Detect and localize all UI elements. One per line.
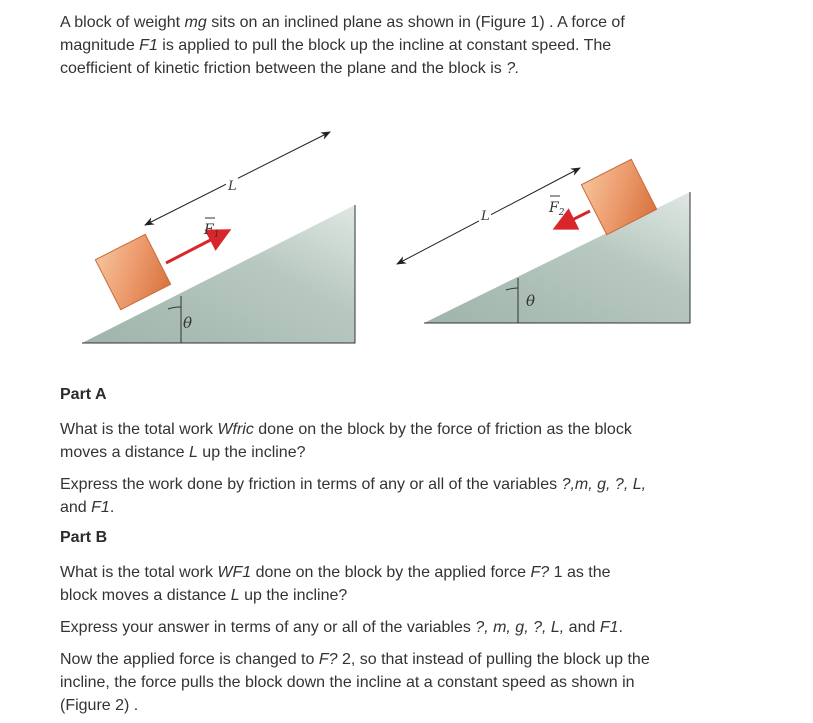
part-a-instruction-1: Express the work done by friction in terms of any or all of the variables ?,m, g, ?, L, [60,476,647,493]
part-b-note-1: Now the applied force is changed to F? 2, so that instead of pulling the block up the [60,651,650,668]
block-1 [95,234,170,309]
figure-2 [397,159,690,323]
incline-figures [0,0,813,360]
length-label-1: L [228,179,237,194]
force-label-1: $F_1$ [204,222,220,240]
part-a-question-2: moves a distance L up the incline? [60,444,306,461]
figure-1 [82,132,355,343]
intro-line-1: A block of weight mg sits on an inclined plane as shown in (Figure 1) . A force of [60,14,625,31]
part-b-question-1: What is the total work WF1 done on the block by the applied force F? 1 as the [60,564,611,581]
angle-label-2: θ [526,292,536,310]
intro-line-3: coefficient of kinetic friction between the plane and the block is ?. [60,60,520,77]
force-label-2: $F_2$ [549,200,565,218]
part-b-instruction: Express your answer in terms of any or all of the variables ?, m, g, ?, L, and F1. [60,619,623,636]
intro-line-2: magnitude F1 is applied to pull the block up the incline at constant speed. The [60,37,612,54]
angle-label-1: θ [183,314,193,332]
part-b-heading: Part B [60,529,108,546]
part-a-instruction-2: and F1. [60,499,115,516]
part-a-question-1: What is the total work Wfric done on the block by the force of friction as the block [60,421,632,438]
part-a-heading: Part A [60,386,107,403]
part-b-question-2: block moves a distance L up the incline? [60,587,348,604]
length-label-2: L [481,209,490,224]
part-b-note-3: (Figure 2) . [60,697,139,714]
part-b-note-2: incline, the force pulls the block down the incline at a constant speed as shown in [60,674,635,691]
